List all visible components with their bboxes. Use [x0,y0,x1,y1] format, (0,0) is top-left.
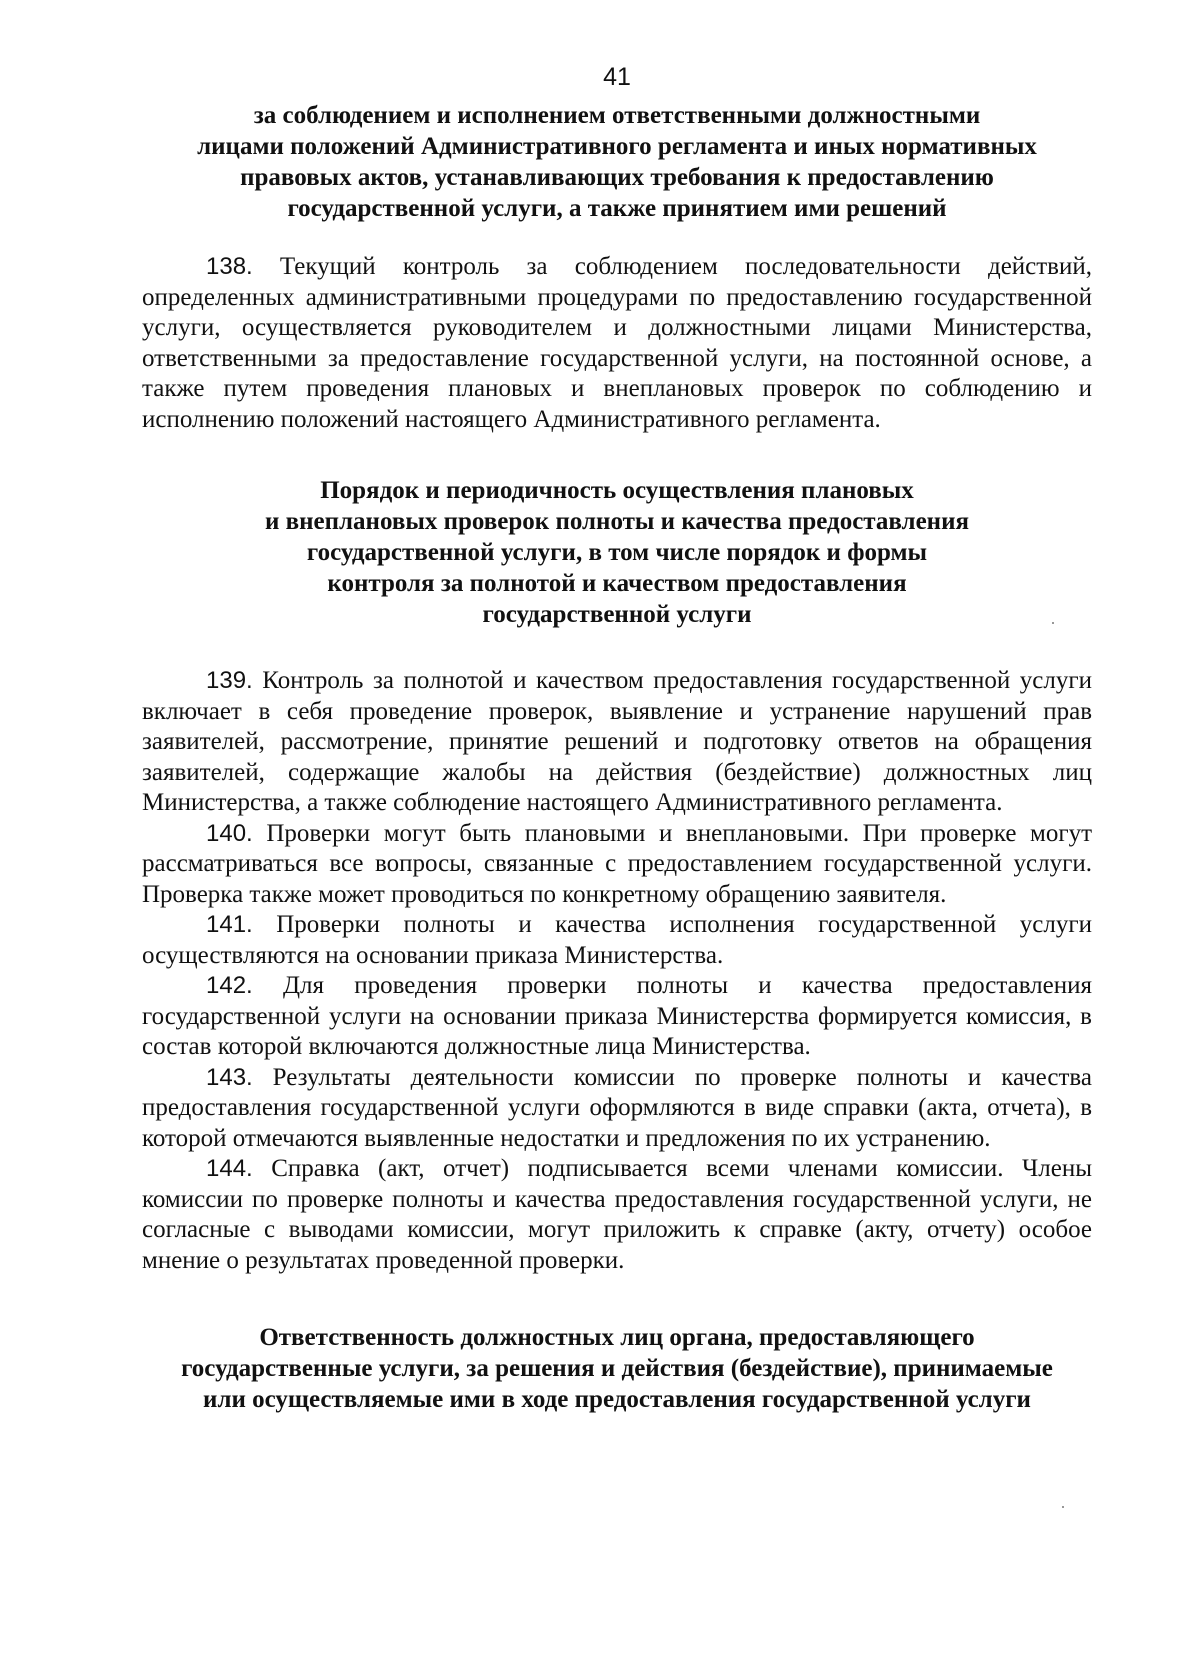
scan-speck [1052,622,1054,624]
heading-line: Порядок и периодичность осуществления плановых [320,477,914,504]
paragraph-text: Справка (акт, отчет) подписывается всеми членами комиссии. Члены комиссии по проверке полноты и качества предоставления государственной услуги, не согласные с выводами комиссии, могут приложить к справке (акту, отчету) особое мнение о результатах проведенной проверки. [142,1155,1093,1274]
heading-line: Ответственность должностных лиц органа, предоставляющего [259,1324,975,1351]
section-heading-control-continuation [142,100,1092,224]
heading-line: государственные услуги, за решения и действия (бездействие), принимаемые [181,1355,1053,1382]
paragraph-text: Проверки могут быть плановыми и внеплановыми. При проверке могут рассматриваться все вопросы, связанные с предоставлением государственной услуги. Проверка также может проводиться по конкретному обращению заявителя. [142,819,1093,908]
paragraph-text: Текущий контроль за соблюдением последовательности действий, определенных административными процедурами по предоставлению государственной услуги, осуществляется руководителем и должностными лицами Министерства, ответственными за предоставление государственной услуги, на постоянной основе, а также путем проведения плановых и внеплановых проверок по соблюдению и исполнению положений настоящего Административного регламента. [142,253,1092,433]
paragraph-142 [142,971,1092,1063]
paragraph-139 [142,666,1092,819]
paragraph-number: 143. [206,1063,253,1091]
heading-line: или осуществляемые ими в ходе предоставления государственной услуги [203,1386,1031,1413]
heading-line: государственной услуги, а также принятием ими решений [287,195,947,222]
paragraph-number: 144. [206,1155,253,1182]
paragraph-number: 141. [206,911,253,938]
paragraph-140 [142,819,1092,911]
heading-line: правовых актов, устанавливающих требования к предоставлению [240,164,994,191]
section-heading-inspections-order [142,475,1092,630]
paragraph-number: 138. [206,253,253,280]
paragraph-144 [142,1154,1092,1276]
heading-line: и внеплановых проверок полноты и качества предоставления [264,508,970,535]
paragraph-number: 139. [206,667,253,694]
heading-line: государственной услуги, в том числе порядок и формы [306,539,928,566]
heading-line: контроля за полнотой и качеством предоставления [327,570,907,597]
heading-line: за соблюдением и исполнением ответственными должностными [253,102,981,129]
section-heading-officials-responsibility [142,1322,1092,1415]
paragraph-138 [142,252,1092,435]
paragraph-143 [142,1063,1092,1155]
page-number: 41 [603,63,631,91]
paragraph-141 [142,910,1092,971]
heading-line: лицами положений Административного регламента и иных нормативных [197,133,1037,160]
paragraph-text: Проверки полноты и качества исполнения государственной услуги осуществляются на основании приказа Министерства. [142,911,1093,969]
paragraph-number: 142. [206,972,253,999]
paragraph-text: Результаты деятельности комиссии по проверке полноты и качества предоставления государственной услуги оформляются в виде справки (акта, отчета), в которой отмечаются выявленные недостатки и предложения по их устранению. [142,1063,1092,1152]
scan-speck [1062,1506,1064,1508]
heading-line: государственной услуги [482,601,752,628]
paragraph-text: Для проведения проверки полноты и качества предоставления государственной услуги на основании приказа Министерства формируется комиссия, в состав которой включаются должностные лица Министерства. [142,972,1093,1060]
paragraph-number: 140. [206,819,253,847]
paragraph-text: Контроль за полнотой и качеством предоставления государственной услуги включает в себя проведение проверок, выявление и устранение нарушений прав заявителей, рассмотрение, принятие решений и подготовку ответов на обращения заявителей, содержащие жалобы на действия (бездействие) должностных лиц Министерства, а также соблюдение настоящего Административного регламента. [142,667,1093,816]
